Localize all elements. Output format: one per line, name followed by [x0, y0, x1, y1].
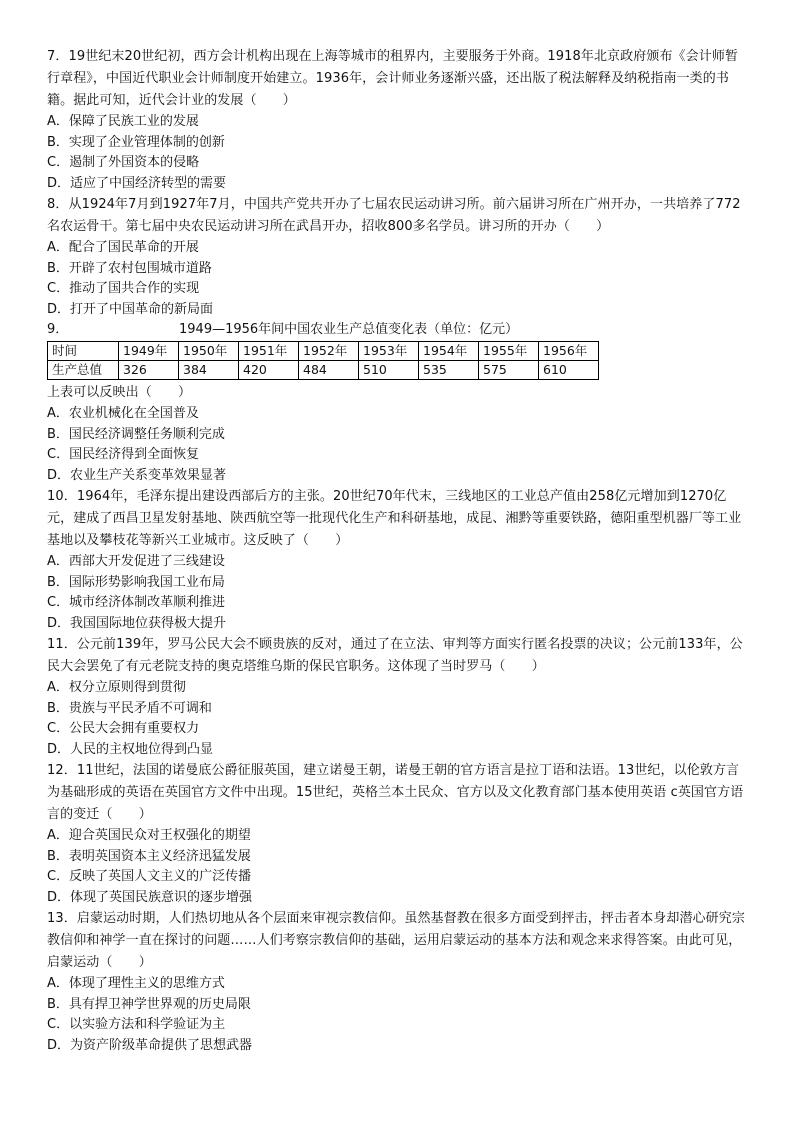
table-header-cell: 1949年: [119, 342, 179, 361]
option-c[interactable]: C．城市经济体制改革顺利推进: [47, 595, 226, 610]
agriculture-output-table: [47, 341, 599, 380]
option-c[interactable]: C．国民经济得到全面恢复: [47, 447, 200, 462]
table-cell: 生产总值: [48, 361, 119, 380]
option-a[interactable]: A．配合了国民革命的开展: [47, 240, 199, 255]
option-a[interactable]: A．保障了民族工业的发展: [47, 114, 199, 129]
option-d[interactable]: D．体现了英国民族意识的逐步增强: [47, 889, 253, 905]
table-row: [48, 361, 599, 380]
question-8: [47, 194, 747, 320]
option-b[interactable]: B．实现了企业管理体制的创新: [47, 134, 225, 150]
table-cell: 384: [179, 361, 239, 380]
option-a[interactable]: A．权分立原则得到贯彻: [47, 680, 186, 695]
option-a[interactable]: A．农业机械化在全国普及: [47, 406, 199, 421]
question-12: [47, 760, 747, 908]
table-cell: 420: [239, 361, 299, 380]
question-stem: 8．从1924年7月到1927年7月，中国共产党共开办了七届农民运动讲习所。前六届讲习所在广州开办，一共培养了772名农运骨干。第七届中央农民运动讲习所在武昌开办，招收800多名学员。讲习所的开办（ ）: [47, 197, 741, 234]
table-header-cell: 1954年: [419, 342, 479, 361]
option-a[interactable]: A．体现了理性主义的思维方式: [47, 976, 225, 991]
table-header-cell: 1950年: [179, 342, 239, 361]
question-stem: 13．启蒙运动时期，人们热切地从各个层面来审视宗教信仰。虽然基督教在很多方面受到抨击，抨击者本身却潜心研究宗教信仰和神学一直在探讨的问题……人们考察宗教信仰的基础，运用启蒙运动的基本方法和观念来求得答案。由此可见，启蒙运动（ ）: [47, 911, 745, 970]
question-7: [47, 46, 747, 194]
option-b[interactable]: B．开辟了农村包围城市道路: [47, 260, 212, 276]
table-header-cell: 1952年: [299, 342, 359, 361]
table-caption: 1949—1956年间中国农业生产总值变化表（单位：亿元）: [179, 322, 519, 337]
option-b[interactable]: B．表明英国资本主义经济迅猛发展: [47, 848, 251, 864]
table-cell: 575: [479, 361, 539, 380]
option-c[interactable]: C．反映了英国人文主义的广泛传播: [47, 869, 252, 884]
option-d[interactable]: D．打开了中国革命的新局面: [47, 301, 214, 317]
table-cell: 326: [119, 361, 179, 380]
question-number: 9．: [47, 322, 69, 337]
option-c[interactable]: C．公民大会拥有重要权力: [47, 721, 200, 736]
question-11: [47, 634, 747, 760]
option-b[interactable]: B．国民经济调整任务顺利完成: [47, 426, 225, 442]
table-header-cell: 1953年: [359, 342, 419, 361]
option-a[interactable]: A．西部大开发促进了三线建设: [47, 554, 225, 569]
question-stem: 7．19世纪末20世纪初，西方会计机构出现在上海等城市的租界内，主要服务于外商。1918年北京政府颁布《会计师暂行章程》，中国近代职业会计师制度开始建立。1936年，会计师业务逐渐兴盛，还出版了税法解释及纳税指南一类的书籍。据此可知，近代会计业的发展（ ）: [47, 49, 739, 108]
question-13: [47, 908, 747, 1056]
option-d[interactable]: D．我国国际地位获得极大提升: [47, 615, 227, 631]
option-c[interactable]: C．以实验方法和科学验证为主: [47, 1017, 226, 1032]
table-header-cell: 1951年: [239, 342, 299, 361]
table-cell: 510: [359, 361, 419, 380]
table-cell: 535: [419, 361, 479, 380]
table-caption-line: [47, 320, 747, 340]
question-stem: 上表可以反映出（ ）: [47, 385, 192, 400]
table-header-cell: 1956年: [539, 342, 599, 361]
option-d[interactable]: D．适应了中国经济转型的需要: [47, 175, 227, 191]
table-header-row: [48, 342, 599, 361]
option-a[interactable]: A．迎合英国民众对王权强化的期望: [47, 828, 251, 843]
option-d[interactable]: D．为资产阶级革命提供了思想武器: [47, 1037, 253, 1053]
question-stem: 12．11世纪，法国的诺曼底公爵征服英国，建立诺曼王朝，诺曼王朝的官方语言是拉丁语和法语。13世纪，以伦敦方言为基础形成的英语在英国官方文件中出现。15世纪，英格兰本土民众、官方以及文化教育部门基本使用英语 c英国官方语言的变迁（ ）: [47, 763, 744, 822]
table-cell: 610: [539, 361, 599, 380]
table-header-cell: 1955年: [479, 342, 539, 361]
option-d[interactable]: D．农业生产关系变革效果显著: [47, 467, 227, 483]
option-b[interactable]: B．贵族与平民矛盾不可调和: [47, 700, 212, 716]
question-stem: 10．1964年，毛泽东提出建设西部后方的主张。20世纪70年代末，三线地区的工业总产值由258亿元增加到1270亿元，建成了西昌卫星发射基地、陕西航空等一批现代化生产和科研基地，成昆、湘黔等重要铁路，德阳重型机器厂等工业基地以及攀枝花等新兴工业城市。这反映了（ ）: [47, 489, 742, 548]
option-b[interactable]: B．具有捍卫神学世界观的历史局限: [47, 996, 251, 1012]
option-c[interactable]: C．推动了国共合作的实现: [47, 281, 200, 296]
option-b[interactable]: B．国际形势影响我国工业布局: [47, 574, 225, 590]
table-cell: 484: [299, 361, 359, 380]
question-10: [47, 486, 747, 634]
table-header-cell: 时间: [48, 342, 119, 361]
option-d[interactable]: D．人民的主权地位得到凸显: [47, 741, 214, 757]
question-stem: 11．公元前139年，罗马公民大会不顾贵族的反对，通过了在立法、审判等方面实行匿名投票的决议；公元前133年，公民大会罢免了有元老院支持的奥克塔维乌斯的保民官职务。这体现了当时罗马（ ）: [47, 637, 743, 674]
question-9: [47, 320, 747, 486]
exam-page: [47, 46, 747, 1056]
option-c[interactable]: C．遏制了外国资本的侵略: [47, 155, 200, 170]
